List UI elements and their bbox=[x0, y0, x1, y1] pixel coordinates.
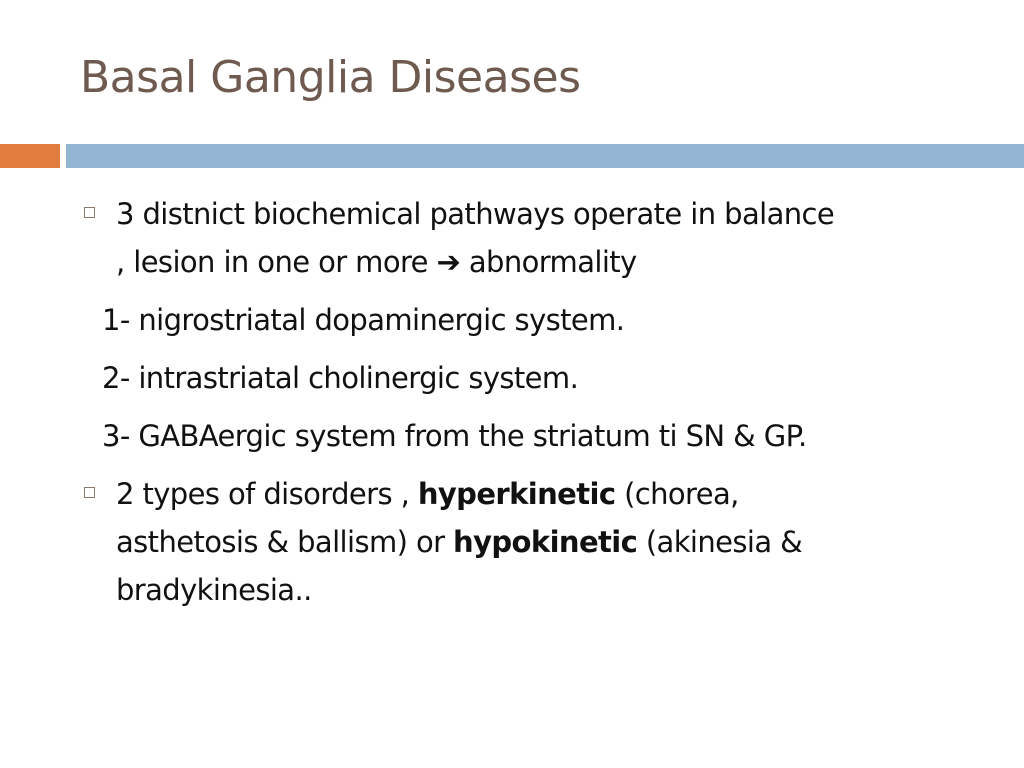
bullet-disorders bbox=[80, 470, 1000, 614]
square-bullet-icon bbox=[84, 207, 95, 218]
term-hypokinetic: hypokinetic bbox=[453, 525, 638, 559]
bullet-pathways-line2-pre: , lesion in one or more bbox=[116, 245, 437, 279]
title-divider-bar bbox=[66, 144, 1024, 168]
pathway-item-2: 2- intrastriatal cholinergic system. bbox=[102, 361, 579, 395]
bullet-disorders-line1-pre: 2 types of disorders , bbox=[116, 477, 418, 511]
pathway-item-3: 3- GABAergic system from the striatum ti SN & GP. bbox=[102, 419, 807, 453]
bullet-disorders-line2 bbox=[116, 518, 1000, 566]
slide-body bbox=[80, 190, 1000, 614]
term-hyperkinetic: hyperkinetic bbox=[417, 477, 616, 511]
bullet-disorders-line1-post: (chorea, bbox=[615, 477, 739, 511]
pathway-item-1: 1- nigrostriatal dopaminergic system. bbox=[102, 303, 625, 337]
square-bullet-icon bbox=[84, 487, 95, 498]
right-arrow-icon: ➔ bbox=[436, 245, 461, 279]
bullet-disorders-line2-post: (akinesia & bbox=[637, 525, 803, 559]
bullet-pathways-line1: 3 distnict biochemical pathways operate in balance bbox=[116, 197, 835, 231]
bullet-disorders-line1 bbox=[116, 470, 1000, 518]
bullet-pathways-line2 bbox=[116, 238, 1000, 286]
title-divider-accent bbox=[0, 144, 60, 168]
bullet-disorders-line2-pre: asthetosis & ballism) or bbox=[116, 525, 454, 559]
bullet-pathways-line2-post: abnormality bbox=[460, 245, 637, 279]
bullet-disorders-line3: bradykinesia.. bbox=[116, 573, 312, 607]
slide-title: Basal Ganglia Diseases bbox=[80, 52, 581, 103]
bullet-pathways bbox=[80, 190, 1000, 286]
